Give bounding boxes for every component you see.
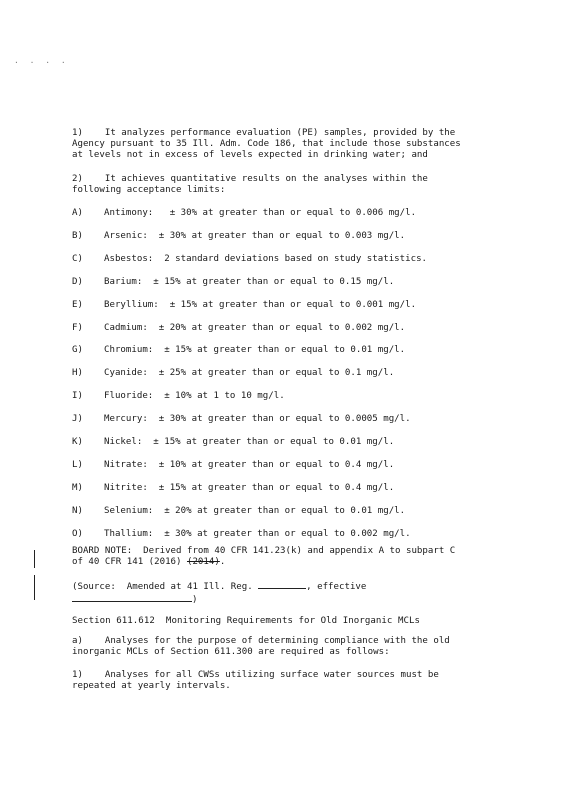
limit-text: Cadmium: ± 20% at greater than or equal to 0.002 mg/l.	[104, 322, 406, 333]
limit-text: Nitrite: ± 15% at greater than or equal to 0.4 mg/l.	[104, 482, 395, 493]
limit-item	[72, 231, 405, 242]
condition-2-line: 2) It achieves quantitative results on the analyses within the	[72, 174, 428, 184]
limit-label: B)	[72, 230, 83, 241]
paragraph-a-line: a) Analyses for the purpose of determining compliance with the old	[72, 636, 450, 646]
limit-text: Nickel: ± 15% at greater than or equal to 0.01 mg/l.	[104, 437, 395, 447]
limit-item	[72, 208, 416, 219]
limit-label: J)	[72, 414, 83, 425]
limit-item	[72, 460, 394, 471]
limit-text: Asbestos: 2 standard deviations based on study statistics.	[104, 253, 428, 264]
condition-2	[72, 174, 497, 196]
board-note	[72, 546, 497, 568]
limit-item	[72, 414, 411, 425]
limit-text: Barium: ± 15% at greater than or equal to 0.15 mg/l.	[104, 276, 395, 287]
limit-text: Fluoride: ± 10% at 1 to 10 mg/l.	[104, 391, 285, 402]
limit-text: Beryllium: ± 15% at greater than or equal to 0.001 mg/l.	[104, 299, 417, 310]
board-note-line: BOARD NOTE: Derived from 40 CFR 141.23(k) and appendix A to subpart C	[72, 546, 456, 556]
revision-bar	[34, 575, 35, 600]
limit-label: L)	[72, 459, 83, 470]
revision-bar	[34, 550, 35, 568]
limit-label: I)	[72, 391, 83, 402]
condition-1-line: at levels not in excess of levels expected in drinking water; and	[72, 150, 428, 160]
condition-1	[72, 128, 497, 161]
board-note-line: of 40 CFR 141 (2016) (2014).	[72, 557, 226, 567]
limit-label: K)	[72, 437, 83, 447]
limit-label: A)	[72, 208, 83, 218]
limit-text: Mercury: ± 30% at greater than or equal to 0.0005 mg/l.	[104, 414, 411, 425]
limit-item	[72, 368, 394, 379]
limit-item	[72, 437, 394, 448]
limit-item	[72, 323, 405, 334]
limit-label: H)	[72, 368, 83, 379]
blank-register-number	[258, 580, 306, 589]
limit-item	[72, 277, 394, 288]
limit-text: Arsenic: ± 30% at greater than or equal to 0.003 mg/l.	[104, 230, 406, 241]
blank-effective-date	[72, 593, 192, 602]
paragraph-1	[72, 670, 497, 692]
limit-label: G)	[72, 345, 83, 356]
limit-text: Antimony: ± 30% at greater than or equal to 0.006 mg/l.	[104, 208, 417, 218]
limit-item	[72, 483, 394, 494]
limit-text: Chromium: ± 15% at greater than or equal to 0.01 mg/l.	[104, 345, 406, 356]
paragraph-a-line: inorganic MCLs of Section 611.300 are required as follows:	[72, 647, 390, 657]
limit-item	[72, 506, 405, 517]
struck-year: (2014)	[186, 557, 220, 567]
source-line: )	[72, 593, 497, 606]
source-line: (Source: Amended at 41 Ill. Reg. , effective	[72, 582, 367, 592]
limit-label: E)	[72, 299, 83, 310]
paragraph-1-line: repeated at yearly intervals.	[72, 681, 231, 691]
condition-2-line: following acceptance limits:	[72, 185, 226, 195]
limit-item	[72, 529, 411, 540]
limit-label: O)	[72, 528, 83, 539]
limit-item	[72, 391, 285, 402]
condition-1-line: 1) It analyzes performance evaluation (PE) samples, provided by the	[72, 128, 456, 138]
limit-item	[72, 300, 416, 311]
limit-label: M)	[72, 482, 83, 493]
section-heading: Section 611.612 Monitoring Requirements for Old Inorganic MCLs	[72, 616, 421, 626]
condition-1-line: Agency pursuant to 35 Ill. Adm. Code 186, that include those substances	[72, 139, 461, 149]
limit-text: Nitrate: ± 10% at greater than or equal to 0.4 mg/l.	[104, 459, 395, 470]
source-note	[72, 580, 497, 606]
limit-label: F)	[72, 322, 83, 333]
paragraph-1-line: 1) Analyses for all CWSs utilizing surface water sources must be	[72, 670, 439, 680]
limit-label: D)	[72, 276, 83, 287]
limit-text: Selenium: ± 20% at greater than or equal to 0.01 mg/l.	[104, 505, 406, 516]
limit-text: Cyanide: ± 25% at greater than or equal to 0.1 mg/l.	[104, 368, 395, 379]
limit-label: C)	[72, 253, 83, 264]
limit-label: N)	[72, 505, 83, 516]
paragraph-a	[72, 636, 497, 658]
limit-text: Thallium: ± 30% at greater than or equal to 0.002 mg/l.	[104, 528, 411, 539]
limit-item	[72, 345, 405, 356]
scan-marks: · · · ·	[14, 58, 69, 67]
limit-item	[72, 254, 427, 265]
